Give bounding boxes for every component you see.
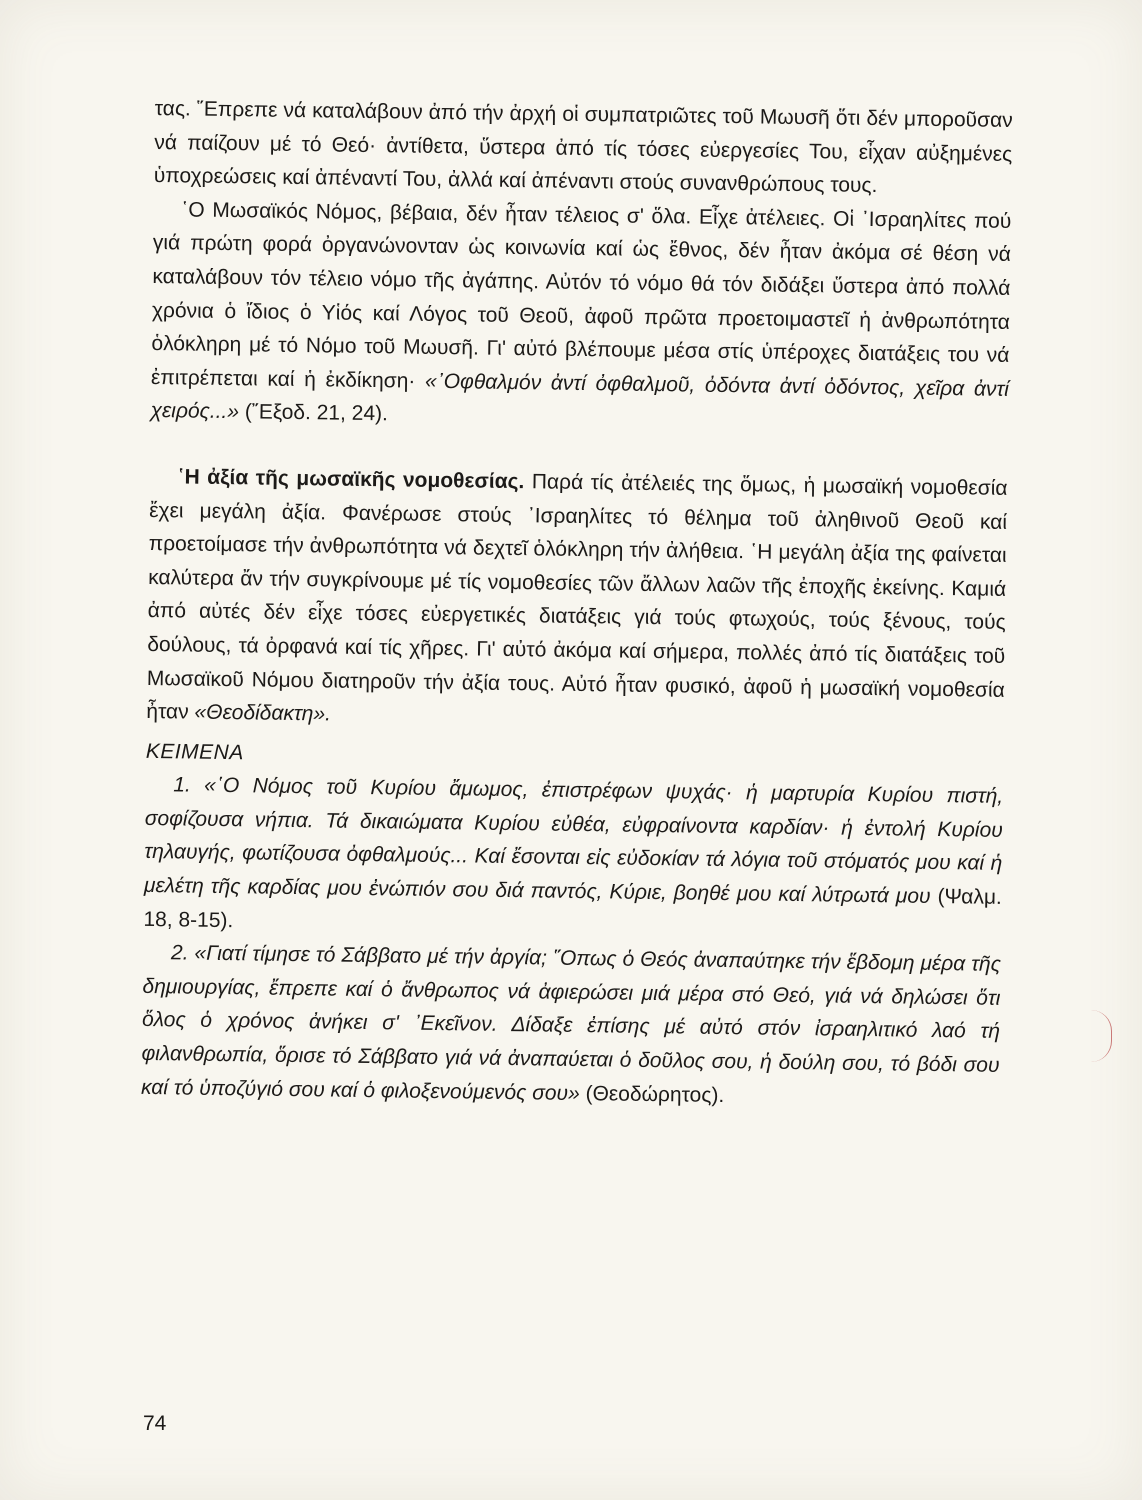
psalm-quote: 1. «῾Ο Νόμος τοῦ Κυρίου ἄμωμος, ἐπιστρέφων ψυχάς· ἡ μαρτυρία Κυρίου πιστή, σοφίζουσα νήπια. Τά δικαιώματα Κυρίου εὐθέα, εὐφραίνοντα καρδίαν· ἡ ἐντολή Κυρίου τηλαυγής, φωτίζουσα ὀφθαλμούς... Καί ἔσονται εἰς εὐδοκίαν τά λόγια τοῦ στόματός μου καί ἡ μελέτη τῆς καρδίας μου ἐνώπιόν σου διά παντός, Κύριε, βοηθέ μου καί λύτρωτά μου bbox=[143, 773, 1004, 908]
paragraph-intro-text: τας. ῞Επρεπε νά καταλάβουν ἀπό τήν ἀρχή οἱ συμπατριῶτες τοῦ Μωυσῆ ὅτι δέν μποροῦσαν νά παίζουν μέ τό Θεό· ἀντίθετα, ὕστερα ἀπό τίς τόσες εὐεργεσίες Του, εἶχαν αὐξημένες ὑποχρεώσεις καί ἀπέναντί Του, ἀλλά καί ἀπέναντι στούς συνανθρώπους τους. bbox=[153, 96, 1013, 198]
page-number: 74 bbox=[143, 1412, 167, 1435]
exodus-reference: (῎Εξοδ. 21, 24). bbox=[244, 400, 389, 426]
paragraph-imperfections-text: ῾Ο Μωσαϊκός Νόμος, βέβαια, δέν ἦταν τέλειος σ' ὅλα. Εἶχε ἀτέλειες. Οἱ ᾿Ισραηλίτες πού γιά πρώτη φορά ὀργανώνονταν ὡς κοινωνία καί ὡς ἔθνος, δέν ἦταν ἀκόμα σέ θέση νά καταλάβουν τόν τέλειο νόμο τῆς ἀγάπης. Αὐτόν τό νόμο θά τόν διδάξει ὕστερα ἀπό πολλά χρόνια ὁ ἴδιος ὁ Υἱός καί Λόγος τοῦ Θεοῦ, ἀφοῦ πρῶτα προετοιμαστεῖ ἡ ἀνθρωπότητα ὁλόκληρη μέ τό Νόμο τοῦ Μωυσῆ. Γι' αὐτό βλέπουμε μέσα στίς ὑπέροχες διατάξεις του νά ἐπιτρέπεται καί ἡ ἐκδίκηση· bbox=[150, 198, 1012, 393]
paragraph-value-text: Παρά τίς ἀτέλειές της ὅμως, ἡ μωσαϊκή νομοθεσία ἔχει μεγάλη ἀξία. Φανέρωσε στούς ᾿Ισραηλίτες τό θέλημα τοῦ ἀληθινοῦ Θεοῦ καί προετοίμασε τήν ἀνθρωπότητα νά δεχτεῖ ὁλόκληρη τήν ἀλήθεια. ῾Η μεγάλη ἀξία της φαίνεται καλύτερα ἄν τήν συγκρίνουμε μέ τίς νομοθεσίες τῶν ἄλλων λαῶν τῆς ἐποχῆς ἐκείνης. Καμιά ἀπό αὐτές δέν εἶχε τόσες εὐεργετικές διατάξεις γιά τούς φτωχούς, τούς ξένους, τούς δούλους, τά ὀρφανά καί τίς χῆρες. Γι' αὐτό ἀκόμα καί σήμερα, πολλές ἀπό τίς διατάξεις τοῦ Μωσαϊκοῦ Νόμου διατηροῦν τήν ἀξία τους. Αὐτό ἦταν φυσικό, ἀφοῦ ἡ μωσαϊκή νομοθεσία ἦταν bbox=[146, 470, 1008, 724]
texts-heading: ΚΕΙΜΕΝΑ bbox=[145, 739, 244, 764]
paragraph-intro bbox=[154, 92, 1013, 205]
text-2 bbox=[141, 936, 1001, 1116]
margin-pen-mark bbox=[1091, 1010, 1112, 1062]
paragraph-imperfections bbox=[150, 193, 1011, 440]
exodus-quote: «᾿Οφθαλμόν ἀντί ὀφθαλμοῦ, ὀδόντα ἀντί ὀδόντος, χεῖρα ἀντί χειρός...» bbox=[150, 369, 1010, 424]
text-1 bbox=[143, 768, 1003, 948]
theodoretus-reference: (Θεοδώρητος). bbox=[585, 1081, 725, 1107]
theodoretus-quote: 2. «Γιατί τίμησε τό Σάββατο μέ τήν ἀργία; ῞Οπως ὁ Θεός ἀναπαύτηκε τήν ἕβδομη μέρα τῆς δημιουργίας, ἔπρεπε καί ὁ ἄνθρωπος νά ἀφιερώσει μιά μέρα στό Θεό, γιά νά δηλώσει ὅτι ὅλος ὁ χρόνος ἀνήκει σ' ᾿Εκεῖνον. Δίδαξε ἐπίσης μέ αὐτό στόν ἰσραηλιτικό λαό τή φιλανθρωπία, ὅρισε τό Σάββατο γιά νά ἀναπαύεται ὁ δοῦλος σου, ἡ δούλη σου, τό βόδι σου καί τό ὑποζύγιό σου καί ὁ φιλοξενούμενός σου» bbox=[140, 941, 1002, 1105]
page-content bbox=[141, 92, 1013, 1116]
theodidakti-word: «Θεοδίδακτη». bbox=[194, 700, 332, 726]
section-heading-value: ῾Η ἀξία τῆς μωσαϊκῆς νομοθεσίας. bbox=[177, 465, 525, 494]
paragraph-value bbox=[146, 460, 1008, 741]
psalm-reference: (Ψαλμ. 18, 8-15). bbox=[143, 885, 1002, 932]
